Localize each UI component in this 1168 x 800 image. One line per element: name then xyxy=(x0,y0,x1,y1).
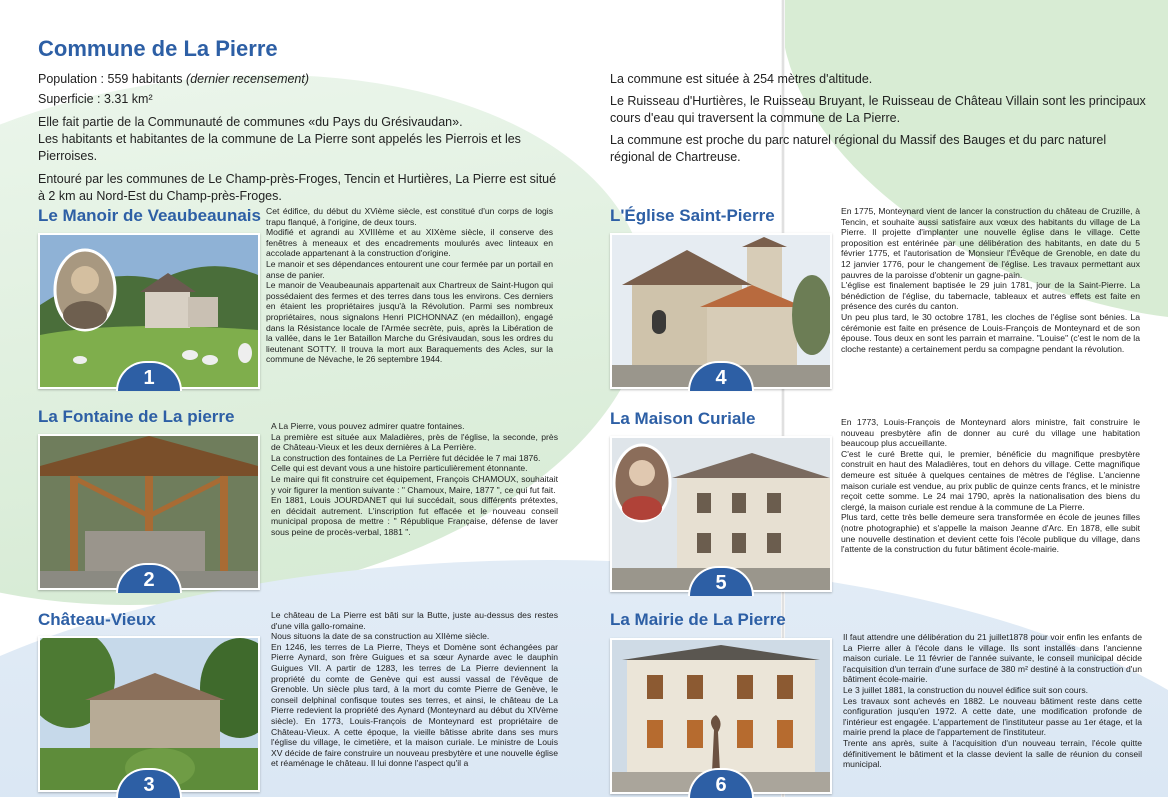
chateau-para-3: En 1246, les terres de La Pierre, Theys et Domène sont échangées par Pierre Aynard, son frère Guigues et sa sœur Aynarde avec le dauphin Guigues VII. A partir de 1283, les terres de La Pierre deviennent la propriété du comte de Genève qui est aussi vassal de l'évêque de Grenoble. Un siècle plus tard, à la mort du comte Pierre de Genève, le conseil delphinal confisque toutes ses terres, et ainsi, le château de La Pierre redevient la propriété des Aynard (Monteynard au début du XIVème siècle). En 1773, Louis-François de Monteynard est propriétaire de Château-Vieux. A cette époque, la vieille bâtisse abrite dans ses murs l'église du village, le cimetière, et la maison curiale. Le ministre de Louis XV décide de faire construire un nouveau presbytère et une nouvelle église et réaménage le château. Il lui donne l'aspect qu'il a xyxy=(271,641,558,769)
intro-p2: Les habitants et habitantes de la commune de La Pierre sont appelés les Pierrois et les Pierroises. xyxy=(38,132,521,163)
eglise-para-1: En 1775, Monteynard vient de lancer la construction du château de Cruzille, à Tencin, et souhaite aussi satisfaire aux vœux des habitants du village de La Pierre. Il projette d'implanter une nouvelle église dans le village. Cette proposition est entérinée par une délibération des habitants, en date du 5 février 1775, et l'autorisation de Monsieur l'Évêque de Grenoble, en date du 12 janvier 1776, pour le changement de l'église. Les travaux permettant aux pauvres de la paroisse d'obtenir un gagne-pain. xyxy=(841,206,1140,280)
eglise-para-2: L'église est finalement baptisée le 29 juin 1781, jour de la Saint-Pierre. La bénédiction de l'église, du tabernacle, tableaux et autres effets est faite en présence des curés du canton. xyxy=(841,280,1140,312)
intro-right xyxy=(610,71,1150,170)
section-text-eglise xyxy=(841,206,1140,354)
manoir-para-3: Le manoir et ses dépendances entourent une cour fermée par un portail en anse de panier. xyxy=(266,258,553,280)
section-number-3: 3 xyxy=(116,768,182,798)
fontaine-para-5: Le maire qui fit construire cet équipement, François CHAMOUX, souhaitait y voir figurer la mention suivante : " Chamoux, Maire, 1877 ", ce qui fut fait. xyxy=(271,473,558,495)
mairie-para-2: Le 3 juillet 1881, la construction du nouvel édifice suit son cours. xyxy=(843,684,1089,695)
section-title-manoir: Le Manoir de Veaubeaunais xyxy=(38,206,261,225)
intro-p3: Entouré par les communes de Le Champ-près-Froges, Tencin et Hurtières, La Pierre est situé à 2 km au Nord-Est du Champ-près-Froges. xyxy=(38,172,557,203)
maison-curiale-para-2: C'est le curé Brette qui, le premier, bénéficie du magnifique presbytère construit en haut des Maladières, tout en dehors du village. Cette magnifique demeure est située à quelques centaines de mètres de l'église. L'ancienne maison curiale est vendue, au prix public de quinze cents francs, et le ministre reçoit cette somme. Le 24 mai 1790, après la nationalisation des biens du clergé, la maison curiale est rendue à la commune de La Pierre. xyxy=(841,448,1140,512)
population-text: Population : 559 habitants xyxy=(38,72,183,86)
section-title-fontaine: La Fontaine de La pierre xyxy=(38,407,235,426)
intro-p1: Elle fait partie de la Communauté de communes «du Pays du Grésivaudan». xyxy=(38,115,463,129)
fontaine-para-4: Celle qui est devant vous a une histoire particulièrement étonnante. xyxy=(271,463,528,474)
population-note: (dernier recensement) xyxy=(186,72,310,86)
fontaine-para-6: En 1881, Louis JOURDANET qui lui succédait, sous différents prétextes, en décidait autrement. L'inscription fut effacée et le nouveau conseil municipal proposa de mettre : " République Française, défense de laver sous peine de procès-verbal, 1881 ". xyxy=(271,495,558,537)
section-title-chateau: Château-Vieux xyxy=(38,610,156,629)
intro-left xyxy=(38,71,578,209)
section-number-6: 6 xyxy=(688,768,754,798)
intro-r1: La commune est située à 254 mètres d'altitude. xyxy=(610,72,873,86)
fontaine-para-2: La première est située aux Maladières, près de l'église, la seconde, près de Château-Vieux et les deux dernières à La Perrière. xyxy=(271,431,558,453)
fontaine-para-1: A La Pierre, vous pouvez admirer quatre fontaines. xyxy=(271,421,465,431)
section-number-1: 1 xyxy=(116,361,182,391)
mairie-para-4: Trente ans après, suite à l'acquisition d'un nouveau terrain, l'école quitte définitivement le bâtiment et la classe devient la salle de réunion du conseil municipal. xyxy=(843,737,1142,770)
section-number-5: 5 xyxy=(688,566,754,596)
section-text-maison-curiale xyxy=(841,417,1140,555)
maison-curiale-para-1: En 1773, Louis-François de Monteynard alors ministre, fait construire le nouveau presbytère afin de donner au curé du village une habitation beaucoup plus accueillante. xyxy=(841,417,1140,449)
section-text-chateau xyxy=(271,610,558,769)
section-text-manoir xyxy=(266,206,553,365)
section-title-maison-curiale: La Maison Curiale xyxy=(610,409,756,428)
manoir-para-2: Modifié et agrandi au XVIIIème et au XIXème siècle, il conserve des fenêtres à meneaux et des encadrements moulurés avec linteaux en accolade appartenant à la construction d'origine. xyxy=(266,227,553,259)
superficie-text: Superficie : 3.31 km² xyxy=(38,92,153,106)
section-number-4: 4 xyxy=(688,361,754,391)
intro-r2: Le Ruisseau d'Hurtières, le Ruisseau Bruyant, le Ruisseau de Château Villain sont les principaux cours d'eau qui traversent la commune de La Pierre. xyxy=(610,94,1146,125)
page-title: Commune de La Pierre xyxy=(38,36,278,61)
mairie-para-3: Les travaux sont achevés en 1882. Le nouveau bâtiment reste dans cette configuration jusqu'en 1972. A cette date, une modification profonde de l'intérieur est engagée. L'appartement de l'instituteur passe au 1er étage, et la mairie prend la place de l'appartement de l'instituteur. xyxy=(843,695,1142,738)
section-number-2: 2 xyxy=(116,563,182,593)
section-title-mairie: La Mairie de La Pierre xyxy=(610,610,786,629)
mairie-para-1: Il faut attendre une délibération du 21 juillet1878 pour voir enfin les enfants de La Pierre aller à l'école dans le village. Ils sont installés dans l'ancienne maison curiale. Le 11 février de l'année suivante, le conseil municipal décide l'acquisition d'un terrain d'une surface de 380 m² destiné à la construction d'un bâtiment école-mairie. xyxy=(843,632,1142,685)
section-text-mairie xyxy=(843,632,1142,770)
maison-curiale-para-3: Plus tard, cette très belle demeure sera transformée en école de jeunes filles (notre photographie) et s'appelle la maison Jeanne d'Arc. En 1878, elle subit une nouvelle destination et devient cette fois l'école publique du village, dans l'attente de la construction du futur bâtiment école-mairie. xyxy=(841,512,1140,555)
fontaine-para-3: La construction des fontaines de La Perrière fut décidée le 7 mai 1876. xyxy=(271,452,541,463)
chateau-para-2: Nous situons la date de sa construction au XIIème siècle. xyxy=(271,631,490,642)
eglise-para-3: Un peu plus tard, le 30 octobre 1781, les cloches de l'église sont bénies. La cérémonie est faite en présence de Louis-François de Monteynard et de son épouse. Tous deux en sont les parrain et marraine. "Louise" (c'est le nom de la cloche restante) a certainement perdu sa compagne pendant la révolution. xyxy=(841,311,1140,354)
section-text-fontaine xyxy=(271,421,558,538)
chateau-para-1: Le château de La Pierre est bâti sur la Butte, juste au-dessus des restes d'une villa gallo-romaine. xyxy=(271,610,558,631)
intro-r3: La commune est proche du parc naturel régional du Massif des Bauges et du parc naturel régional de Chartreuse. xyxy=(610,133,1107,164)
section-title-eglise: L'Église Saint-Pierre xyxy=(610,206,775,225)
manoir-para-4: Le manoir de Veaubeaunais appartenait aux Chartreux de Saint-Hugon qui possédaient des fermes et des terres dans tous les environs. Ces derniers en étaient les propriétaires jusqu'à la Révolution. Parmi ses nombreux propriétaires, nous signalons Henri PICHONNAZ (en médaillon), engagé dans la Résistance locale de l'Armée secrète, puis, après la Libération de la vallée, dans le 1er Bataillon Marche du Grésivaudan, sous les ordres du lieutenant SOTTY. Il trouva la mort aux Baraquements des Acles, sur la commune de Névache, le 26 septembre 1944. xyxy=(266,280,553,365)
manoir-para-1: Cet édifice, du début du XVième siècle, est constitué d'un corps de logis trapu flanqué, à l'origine, de deux tours. xyxy=(266,206,553,227)
